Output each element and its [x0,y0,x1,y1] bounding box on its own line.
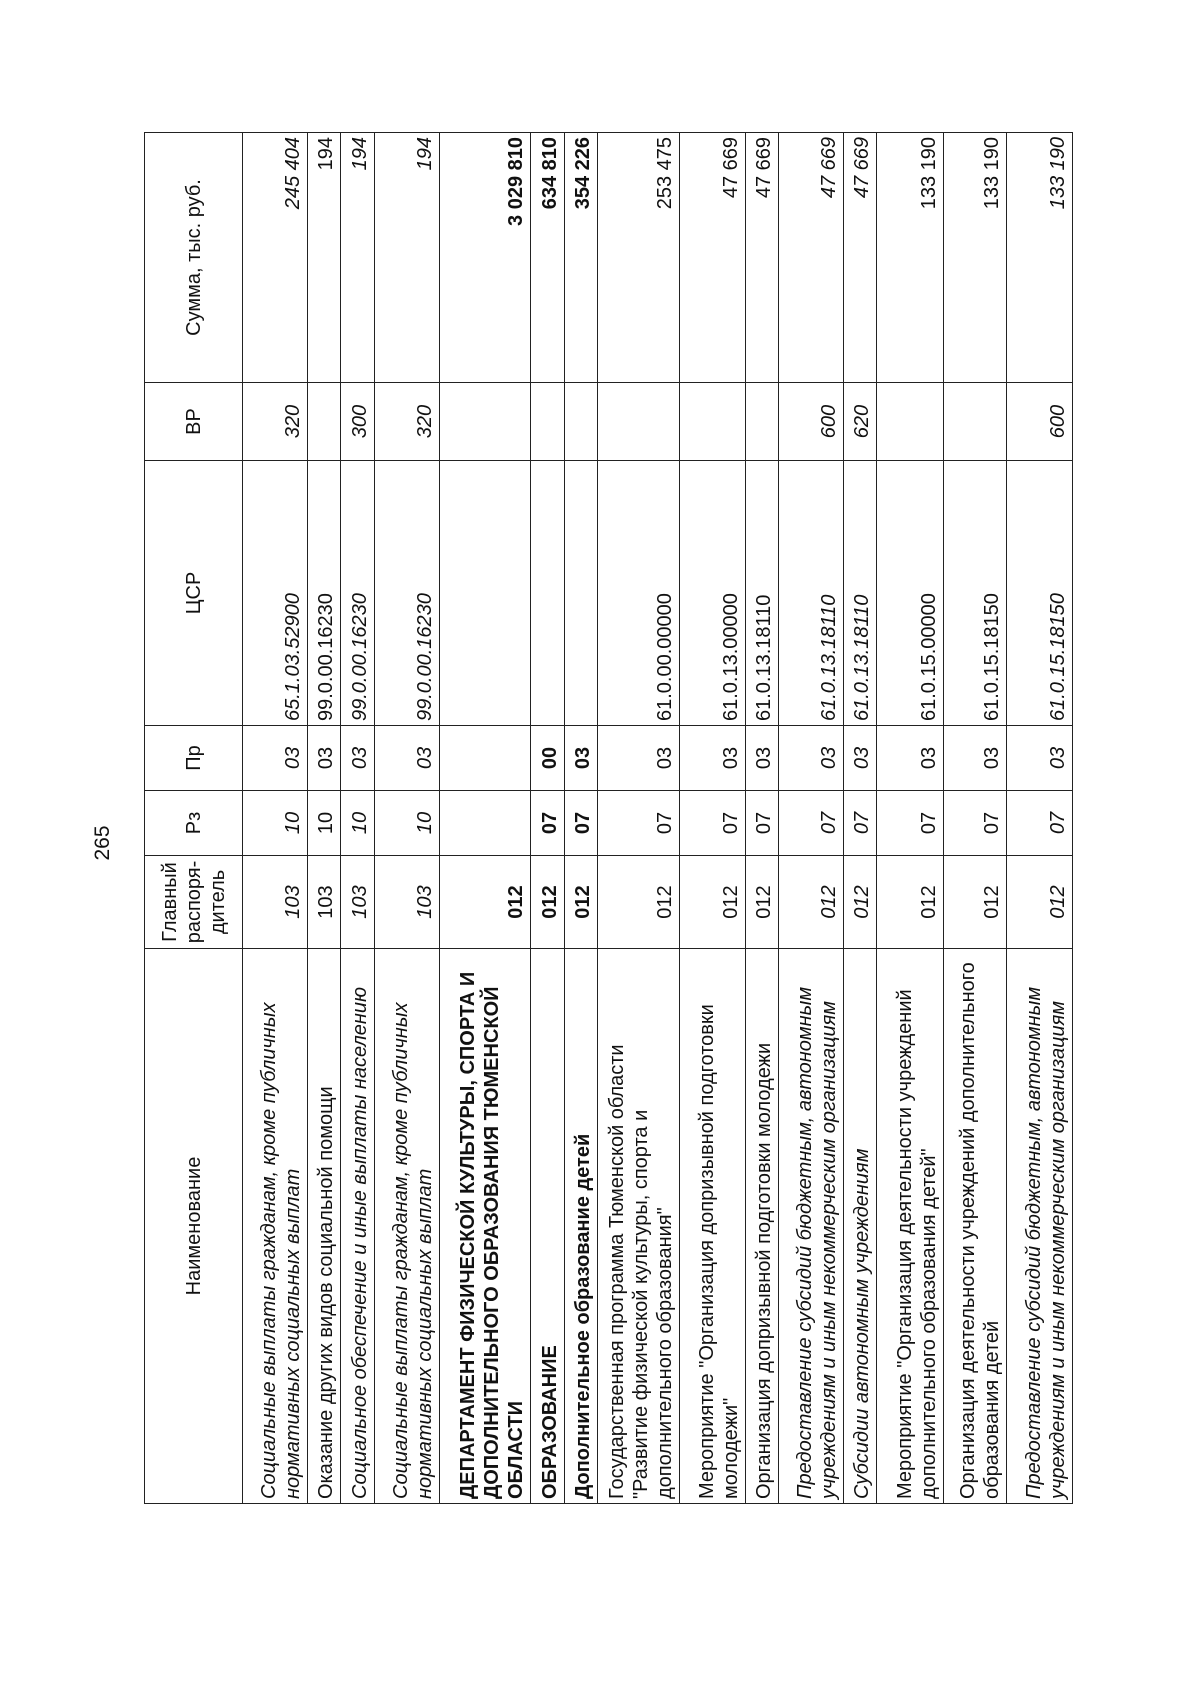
row-csr [564,461,597,726]
row-csr: 99.0.00.16230 [375,461,440,726]
row-csr: 65.1.03.52900 [243,461,308,726]
row-rz: 10 [243,791,308,856]
row-vr: 620 [843,383,876,461]
row-sum: 253 475 [597,133,679,383]
header-rz: Рз [145,791,243,856]
table-row [530,133,564,1504]
row-sum: 194 [307,133,340,383]
row-name: Предоставление субсидий бюджетным, автономным учреждениям и иным некоммерческим организациям [778,949,843,1504]
row-csr [530,461,564,726]
row-vr [440,383,531,461]
row-vr [564,383,597,461]
row-sum: 47 669 [679,133,745,383]
header-name: Наименование [145,949,243,1504]
row-sum: 245 404 [243,133,308,383]
row-name: ДЕПАРТАМЕНТ ФИЗИЧЕСКОЙ КУЛЬТУРЫ, СПОРТА И ДОПОЛНИТЕЛЬНОГО ОБРАЗОВАНИЯ ТЮМЕНСКОЙ ОБЛАСТИ [440,949,531,1504]
table-row [943,133,1006,1504]
row-gr: 012 [876,856,943,949]
row-vr: 320 [243,383,308,461]
row-csr: 61.0.13.18110 [843,461,876,726]
row-gr: 103 [307,856,340,949]
row-pr: 03 [943,726,1006,791]
row-rz: 07 [530,791,564,856]
row-vr [745,383,778,461]
row-pr: 00 [530,726,564,791]
row-sum: 47 669 [843,133,876,383]
row-name: Социальные выплаты гражданам, кроме публичных нормативных социальных выплат [243,949,308,1504]
row-rz [440,791,531,856]
row-csr: 61.0.13.18110 [745,461,778,726]
rotated-table-container [144,133,1073,1504]
row-csr: 99.0.00.16230 [341,461,375,726]
row-vr [307,383,340,461]
row-pr: 03 [778,726,843,791]
table-row [440,133,531,1504]
row-pr [440,726,531,791]
row-name: Субсидии автономным учреждениям [843,949,876,1504]
table-row [597,133,679,1504]
header-sum: Сумма, тыс. руб. [145,133,243,383]
row-pr: 03 [843,726,876,791]
row-rz: 07 [564,791,597,856]
row-vr: 600 [1006,383,1072,461]
row-pr: 03 [1006,726,1072,791]
row-name: Мероприятие "Организация деятельности учреждений дополнительного образования детей" [876,949,943,1504]
row-gr: 012 [943,856,1006,949]
table-row [341,133,375,1504]
page-number: 265 [91,825,114,861]
table-row [876,133,943,1504]
table-header-row [145,133,243,1504]
row-rz: 10 [375,791,440,856]
row-gr: 012 [564,856,597,949]
row-pr: 03 [876,726,943,791]
header-pr: Пр [145,726,243,791]
row-gr: 012 [745,856,778,949]
table-row [778,133,843,1504]
row-sum: 133 190 [876,133,943,383]
row-csr: 61.0.13.18110 [778,461,843,726]
row-vr [530,383,564,461]
table-row [843,133,876,1504]
row-gr: 012 [597,856,679,949]
row-gr: 103 [243,856,308,949]
table-row [307,133,340,1504]
table-row [243,133,308,1504]
row-pr: 03 [341,726,375,791]
row-csr: 61.0.00.00000 [597,461,679,726]
row-pr: 03 [679,726,745,791]
row-rz: 10 [307,791,340,856]
row-sum: 47 669 [778,133,843,383]
row-name: Организация деятельности учреждений дополнительного образования детей [943,949,1006,1504]
row-sum: 133 190 [1006,133,1072,383]
row-vr [597,383,679,461]
row-pr: 03 [597,726,679,791]
row-csr: 61.0.13.00000 [679,461,745,726]
table-row [679,133,745,1504]
row-vr: 300 [341,383,375,461]
row-csr: 61.0.15.18150 [1006,461,1072,726]
row-vr [876,383,943,461]
row-sum: 47 669 [745,133,778,383]
row-pr: 03 [307,726,340,791]
row-gr: 012 [679,856,745,949]
row-sum: 194 [341,133,375,383]
row-rz: 07 [876,791,943,856]
row-sum: 3 029 810 [440,133,531,383]
budget-table [144,132,1073,1504]
row-vr [943,383,1006,461]
row-name: Государственная программа Тюменской области "Развитие физической культуры, спорта и дополнительного образования" [597,949,679,1504]
row-vr [679,383,745,461]
header-vr: ВР [145,383,243,461]
row-csr [440,461,531,726]
row-gr: 012 [1006,856,1072,949]
row-name: ОБРАЗОВАНИЕ [530,949,564,1504]
row-csr: 99.0.00.16230 [307,461,340,726]
row-csr: 61.0.15.00000 [876,461,943,726]
row-rz: 07 [597,791,679,856]
header-main-manager: Главный распоря-дитель [145,856,243,949]
row-rz: 07 [843,791,876,856]
table-row [564,133,597,1504]
table-row [745,133,778,1504]
row-name: Оказание других видов социальной помощи [307,949,340,1504]
row-sum: 133 190 [943,133,1006,383]
row-pr: 03 [375,726,440,791]
row-name: Дополнительное образование детей [564,949,597,1504]
row-rz: 07 [679,791,745,856]
row-rz: 07 [943,791,1006,856]
row-vr: 320 [375,383,440,461]
header-csr: ЦСР [145,461,243,726]
row-sum: 634 810 [530,133,564,383]
row-csr: 61.0.15.18150 [943,461,1006,726]
row-rz: 10 [341,791,375,856]
row-sum: 194 [375,133,440,383]
row-rz: 07 [1006,791,1072,856]
row-sum: 354 226 [564,133,597,383]
table-row [1006,133,1072,1504]
row-gr: 103 [375,856,440,949]
row-name: Организация допризывной подготовки молодежи [745,949,778,1504]
row-gr: 012 [440,856,531,949]
row-name: Социальное обеспечение и иные выплаты населению [341,949,375,1504]
table-row [375,133,440,1504]
row-pr: 03 [745,726,778,791]
row-rz: 07 [745,791,778,856]
row-name: Социальные выплаты гражданам, кроме публичных нормативных социальных выплат [375,949,440,1504]
row-vr: 600 [778,383,843,461]
row-gr: 103 [341,856,375,949]
row-rz: 07 [778,791,843,856]
row-pr: 03 [564,726,597,791]
row-gr: 012 [843,856,876,949]
row-gr: 012 [778,856,843,949]
row-name: Мероприятие "Организация допризывной подготовки молодежи" [679,949,745,1504]
row-name: Предоставление субсидий бюджетным, автономным учреждениям и иным некоммерческим организациям [1006,949,1072,1504]
row-pr: 03 [243,726,308,791]
row-gr: 012 [530,856,564,949]
